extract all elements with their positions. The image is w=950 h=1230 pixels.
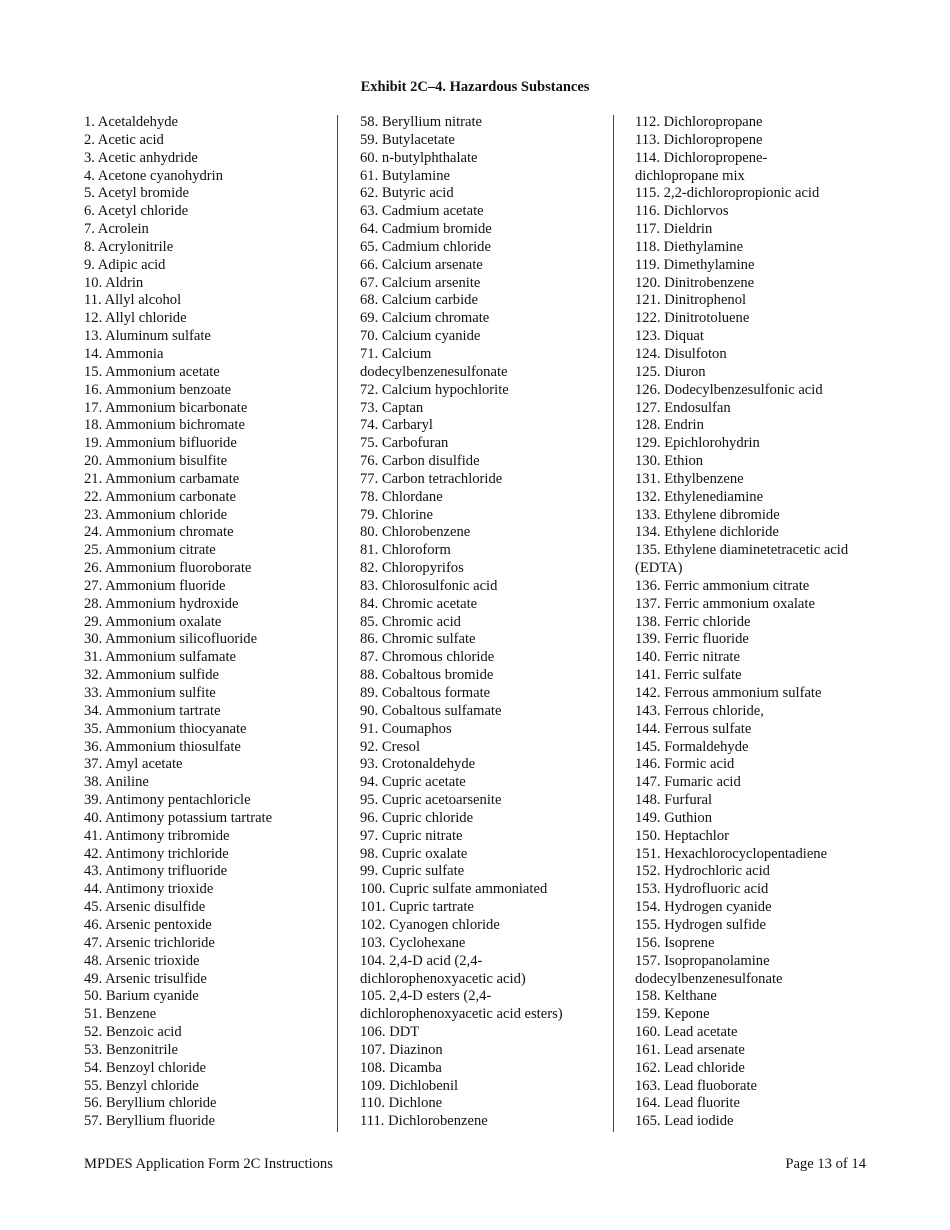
list-item: 65. Cadmium chloride: [360, 238, 491, 255]
list-item: 62. Butyric acid: [360, 185, 454, 202]
list-item: 63. Cadmium acetate: [360, 203, 484, 220]
list-item: 106. DDT: [360, 1024, 420, 1041]
list-item: 99. Cupric sulfate: [360, 863, 465, 880]
column-divider: [613, 115, 614, 1132]
list-item: 71. Calcium: [360, 345, 432, 362]
list-item: 143. Ferrous chloride,: [635, 702, 764, 719]
list-item: 134. Ethylene dichloride: [635, 524, 779, 541]
list-item: 163. Lead fluoborate: [635, 1077, 757, 1094]
list-item: 48. Arsenic trioxide: [84, 952, 200, 969]
list-item: 97. Cupric nitrate: [360, 827, 463, 844]
list-item: 1. Acetaldehyde: [84, 114, 179, 130]
list-item: 11. Allyl alcohol: [84, 292, 182, 309]
list-item: 122. Dinitrotoluene: [635, 310, 750, 327]
list-item: 13. Aluminum sulfate: [84, 328, 211, 345]
list-item: 130. Ethion: [635, 453, 704, 470]
list-item: 50. Barium cyanide: [84, 988, 199, 1005]
list-item: 155. Hydrogen sulfide: [635, 916, 766, 933]
list-item: 105. 2,4-D esters (2,4-: [360, 988, 492, 1005]
list-item: 98. Cupric oxalate: [360, 845, 468, 862]
list-item: 17. Ammonium bicarbonate: [84, 399, 248, 416]
list-item: 56. Beryllium chloride: [84, 1095, 217, 1112]
list-item: 137. Ferric ammonium oxalate: [635, 595, 815, 612]
list-item: 6. Acetyl chloride: [84, 203, 189, 220]
list-item: 16. Ammonium benzoate: [84, 381, 232, 398]
list-item: 126. Dodecylbenzesulfonic acid: [635, 381, 823, 398]
list-item: 34. Ammonium tartrate: [84, 702, 221, 719]
list-item: 140. Ferric nitrate: [635, 649, 740, 666]
list-item: 153. Hydrofluoric acid: [635, 881, 769, 898]
list-item: 7. Acrolein: [84, 221, 149, 238]
list-item: 85. Chromic acid: [360, 613, 461, 630]
list-item: dichlorophenoxyacetic acid): [360, 970, 526, 987]
list-item: 19. Ammonium bifluoride: [84, 435, 237, 452]
list-item: 67. Calcium arsenite: [360, 274, 481, 291]
list-item: 52. Benzoic acid: [84, 1024, 182, 1041]
footer-form-name: MPDES Application Form 2C Instructions: [84, 1156, 333, 1172]
list-item: 149. Guthion: [635, 809, 713, 826]
list-item: 164. Lead fluorite: [635, 1095, 740, 1112]
list-item: 37. Amyl acetate: [84, 756, 183, 773]
list-item: 49. Arsenic trisulfide: [84, 970, 207, 987]
list-item: 44. Antimony trioxide: [84, 881, 214, 898]
list-item: 127. Endosulfan: [635, 399, 731, 416]
list-item: 43. Antimony trifluoride: [84, 863, 228, 880]
list-item: 15. Ammonium acetate: [84, 363, 220, 380]
list-item: 54. Benzoyl chloride: [84, 1059, 206, 1076]
list-item: 68. Calcium carbide: [360, 292, 478, 309]
list-item: 46. Arsenic pentoxide: [84, 916, 212, 933]
list-item: 128. Endrin: [635, 417, 704, 434]
list-item: 144. Ferrous sulfate: [635, 720, 752, 737]
list-item: 22. Ammonium carbonate: [84, 488, 236, 505]
list-item: 119. Dimethylamine: [635, 256, 755, 273]
list-item: 41. Antimony tribromide: [84, 827, 230, 844]
list-item: 23. Ammonium chloride: [84, 506, 228, 523]
list-item: 39. Antimony pentachloricle: [84, 792, 251, 809]
list-item: 117. Dieldrin: [635, 221, 713, 238]
list-item: 45. Arsenic disulfide: [84, 899, 206, 916]
list-item: 38. Aniline: [84, 774, 149, 791]
footer-page-number: Page 13 of 14: [785, 1156, 866, 1172]
list-item: 108. Dicamba: [360, 1059, 442, 1076]
list-item: 133. Ethylene dibromide: [635, 506, 780, 523]
list-item: 78. Chlordane: [360, 488, 443, 505]
list-item: 9. Adipic acid: [84, 256, 166, 273]
list-item: (EDTA): [635, 560, 683, 577]
list-item: 12. Allyl chloride: [84, 310, 187, 327]
list-item: 123. Diquat: [635, 328, 704, 345]
substance-column-3: [635, 114, 875, 1131]
list-item: 73. Captan: [360, 399, 424, 416]
list-item: 89. Cobaltous formate: [360, 685, 491, 701]
list-item: 2. Acetic acid: [84, 131, 164, 148]
list-item: dichlorophenoxyacetic acid esters): [360, 1006, 563, 1023]
list-item: 151. Hexachlorocyclopentadiene: [635, 845, 828, 862]
list-item: 114. Dichloropropene-: [635, 149, 768, 166]
list-item: 69. Calcium chromate: [360, 310, 490, 327]
list-item: 76. Carbon disulfide: [360, 453, 480, 470]
list-item: 14. Ammonia: [84, 345, 164, 362]
list-item: 150. Heptachlor: [635, 827, 730, 844]
list-item: 135. Ethylene diaminetetracetic acid: [635, 542, 849, 559]
list-item: 110. Dichlone: [360, 1095, 443, 1112]
list-item: 93. Crotonaldehyde: [360, 756, 476, 773]
list-item: 40. Antimony potassium tartrate: [84, 809, 273, 826]
list-item: 59. Butylacetate: [360, 131, 455, 148]
list-item: 100. Cupric sulfate ammoniated: [360, 881, 548, 898]
list-item: 96. Cupric chloride: [360, 809, 474, 826]
list-item: 91. Coumaphos: [360, 720, 452, 737]
list-item: 121. Dinitrophenol: [635, 292, 747, 309]
list-item: 72. Calcium hypochlorite: [360, 381, 509, 398]
list-item: 129. Epichlorohydrin: [635, 435, 760, 452]
list-item: 80. Chlorobenzene: [360, 524, 471, 541]
list-item: 136. Ferric ammonium citrate: [635, 577, 810, 594]
list-item: 102. Cyanogen chloride: [360, 916, 500, 933]
list-item: 142. Ferrous ammonium sulfate: [635, 685, 822, 701]
list-item: 20. Ammonium bisulfite: [84, 453, 228, 470]
list-item: 32. Ammonium sulfide: [84, 667, 219, 684]
list-item: 165. Lead iodide: [635, 1113, 734, 1130]
list-item: 132. Ethylenediamine: [635, 488, 764, 505]
list-item: 111. Dichlorobenzene: [360, 1113, 488, 1130]
list-item: 120. Dinitrobenzene: [635, 274, 755, 291]
list-item: 113. Dichloropropene: [635, 131, 763, 148]
list-item: 5. Acetyl bromide: [84, 185, 189, 202]
list-item: 112. Dichloropropane: [635, 114, 763, 130]
substance-column-2: [360, 114, 605, 1131]
list-item: 84. Chromic acetate: [360, 595, 478, 612]
list-item: 42. Antimony trichloride: [84, 845, 229, 862]
list-item: 35. Ammonium thiocyanate: [84, 720, 247, 737]
column-divider: [337, 115, 338, 1132]
list-item: 81. Chloroform: [360, 542, 451, 559]
list-item: 145. Formaldehyde: [635, 738, 749, 755]
list-item: 77. Carbon tetrachloride: [360, 470, 503, 487]
list-item: 53. Benzonitrile: [84, 1041, 179, 1058]
list-item: dodecylbenzenesulfonate: [635, 970, 783, 987]
list-item: 51. Benzene: [84, 1006, 157, 1023]
list-item: 152. Hydrochloric acid: [635, 863, 770, 880]
list-item: 147. Fumaric acid: [635, 774, 741, 791]
list-item: 160. Lead acetate: [635, 1024, 738, 1041]
list-item: 87. Chromous chloride: [360, 649, 495, 666]
list-item: 86. Chromic sulfate: [360, 631, 476, 648]
list-item: 90. Cobaltous sulfamate: [360, 702, 502, 719]
list-item: 82. Chloropyrifos: [360, 560, 464, 577]
list-item: 74. Carbaryl: [360, 417, 433, 434]
list-item: 138. Ferric chloride: [635, 613, 751, 630]
list-item: 79. Chlorine: [360, 506, 433, 523]
list-item: 104. 2,4-D acid (2,4-: [360, 952, 483, 969]
list-item: 24. Ammonium chromate: [84, 524, 234, 541]
list-item: dodecylbenzenesulfonate: [360, 363, 508, 380]
list-item: 8. Acrylonitrile: [84, 238, 174, 255]
list-item: dichlopropane mix: [635, 167, 745, 184]
list-item: 146. Formic acid: [635, 756, 735, 773]
list-item: 107. Diazinon: [360, 1041, 443, 1058]
page-title: Exhibit 2C–4. Hazardous Substances: [360, 79, 590, 95]
list-item: 101. Cupric tartrate: [360, 899, 474, 916]
list-item: 21. Ammonium carbamate: [84, 470, 240, 487]
list-item: 157. Isopropanolamine: [635, 952, 770, 969]
list-item: 28. Ammonium hydroxide: [84, 595, 239, 612]
list-item: 10. Aldrin: [84, 274, 144, 291]
list-item: 33. Ammonium sulfite: [84, 685, 216, 701]
list-item: 154. Hydrogen cyanide: [635, 899, 772, 916]
list-item: 92. Cresol: [360, 738, 420, 755]
list-item: 88. Cobaltous bromide: [360, 667, 494, 684]
list-item: 31. Ammonium sulfamate: [84, 649, 237, 666]
list-item: 159. Kepone: [635, 1006, 710, 1023]
list-item: 47. Arsenic trichloride: [84, 934, 215, 951]
list-item: 116. Dichlorvos: [635, 203, 729, 220]
list-item: 115. 2,2-dichloropropionic acid: [635, 185, 820, 202]
list-item: 95. Cupric acetoarsenite: [360, 792, 502, 809]
list-item: 94. Cupric acetate: [360, 774, 466, 791]
list-item: 61. Butylamine: [360, 167, 450, 184]
list-item: 148. Furfural: [635, 792, 713, 809]
list-item: 109. Dichlobenil: [360, 1077, 459, 1094]
list-item: 103. Cyclohexane: [360, 934, 466, 951]
list-item: 83. Chlorosulfonic acid: [360, 577, 498, 594]
list-item: 158. Kelthane: [635, 988, 717, 1005]
list-item: 57. Beryllium fluoride: [84, 1113, 215, 1130]
substance-column-1: [84, 114, 324, 1131]
list-item: 26. Ammonium fluoroborate: [84, 560, 252, 577]
list-item: 55. Benzyl chloride: [84, 1077, 199, 1094]
list-item: 66. Calcium arsenate: [360, 256, 483, 273]
list-item: 36. Ammonium thiosulfate: [84, 738, 241, 755]
list-item: 156. Isoprene: [635, 934, 715, 951]
list-item: 131. Ethylbenzene: [635, 470, 744, 487]
list-item: 3. Acetic anhydride: [84, 149, 198, 166]
list-item: 27. Ammonium fluoride: [84, 577, 226, 594]
list-item: 75. Carbofuran: [360, 435, 449, 452]
list-item: 70. Calcium cyanide: [360, 328, 481, 345]
list-item: 141. Ferric sulfate: [635, 667, 742, 684]
list-item: 64. Cadmium bromide: [360, 221, 492, 238]
list-item: 4. Acetone cyanohydrin: [84, 167, 224, 184]
list-item: 60. n-butylphthalate: [360, 149, 478, 166]
list-item: 162. Lead chloride: [635, 1059, 745, 1076]
list-item: 125. Diuron: [635, 363, 706, 380]
list-item: 139. Ferric fluoride: [635, 631, 749, 648]
list-item: 124. Disulfoton: [635, 345, 727, 362]
list-item: 118. Diethylamine: [635, 238, 744, 255]
list-item: 29. Ammonium oxalate: [84, 613, 222, 630]
list-item: 58. Beryllium nitrate: [360, 114, 482, 130]
list-item: 18. Ammonium bichromate: [84, 417, 245, 434]
list-item: 30. Ammonium silicofluoride: [84, 631, 258, 648]
list-item: 25. Ammonium citrate: [84, 542, 216, 559]
list-item: 161. Lead arsenate: [635, 1041, 745, 1058]
